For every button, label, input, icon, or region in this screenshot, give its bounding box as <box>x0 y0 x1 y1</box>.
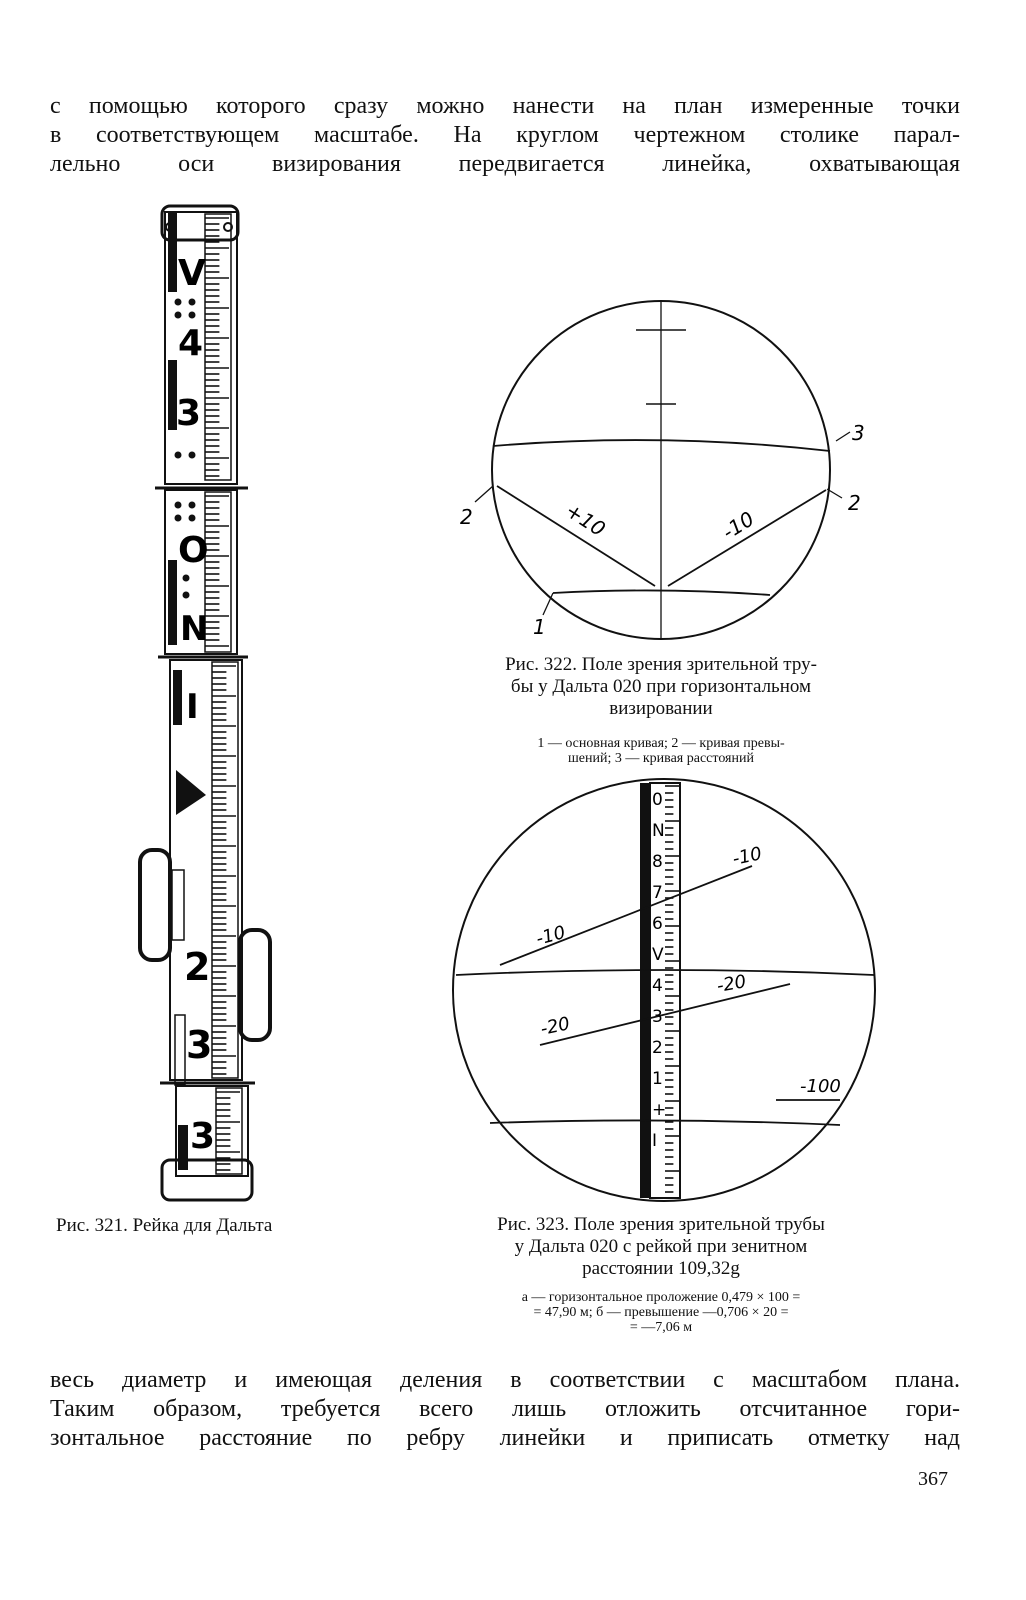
rod-label: 3 <box>190 1116 216 1157</box>
label-minus10-top: -10 <box>730 843 764 870</box>
fig321-caption: Рис. 321. Рейка для Дальта <box>56 1215 273 1236</box>
label-minus20-right: -20 <box>715 971 748 997</box>
rod-digit: 4 <box>652 976 663 996</box>
rod-digit: 6 <box>652 914 663 934</box>
rod-label: O <box>178 530 209 571</box>
legend-line: шений; 3 — кривая расстояний <box>568 751 754 766</box>
rod-digit: 7 <box>652 883 663 903</box>
caption-line: Рис. 323. Поле зрения зрительной трубы <box>497 1214 825 1235</box>
text-line: лельно оси визирования передвигается линейка, охватывающая <box>50 151 960 177</box>
fig323-field-of-view <box>453 779 875 1201</box>
caption-line: бы у Дальта 020 при горизонтальном <box>510 676 812 697</box>
fig323-rod-ticks <box>665 786 679 1192</box>
rod-digit: 2 <box>652 1038 663 1058</box>
caption-line: расстоянии 109,32g <box>582 1258 740 1279</box>
text-line: зонтальное расстояние по ребру линейки и приписать отметку над <box>50 1425 960 1451</box>
rod-label: N <box>180 609 209 649</box>
label-minus100: -100 <box>800 1076 841 1097</box>
rod-digit: + <box>652 1100 667 1120</box>
fig322-legend <box>430 736 892 766</box>
caption-line: визировании <box>609 698 713 719</box>
rod-label: 3 <box>176 393 202 434</box>
label-minus10: -10 <box>717 506 759 545</box>
legend-line: = —7,06 м <box>629 1320 693 1335</box>
text-line: Таким образом, требуется всего лишь отложить отсчитанное гори- <box>50 1396 960 1422</box>
text-line: в соответствующем масштабе. На круглом чертежном столике парал- <box>50 122 960 148</box>
rod-digit: 0 <box>652 790 663 810</box>
legend-line: 1 — основная кривая; 2 — кривая превы- <box>537 736 785 751</box>
label-curve-2-left: 2 <box>460 505 473 529</box>
fig322-caption <box>430 654 892 720</box>
caption-line: Рис. 322. Поле зрения зрительной тру- <box>505 654 817 675</box>
caption-line: у Дальта 020 с рейкой при зенитном <box>514 1236 808 1257</box>
legend-line: а — горизонтальное проложение 0,479 × 100 = <box>521 1290 801 1305</box>
bottom-paragraph <box>50 1366 960 1453</box>
text-line: весь диаметр и имеющая деления в соответствии с масштабом плана. <box>50 1367 960 1393</box>
rod-digit: 3 <box>652 1007 663 1027</box>
rod-digit: 8 <box>652 852 663 872</box>
rod-digit: 1 <box>652 1069 663 1089</box>
label-minus20-left: -20 <box>538 1013 572 1040</box>
rod-label: V <box>178 253 206 294</box>
rod-label: I <box>186 687 199 727</box>
rod-digit: I <box>652 1131 658 1151</box>
fig322-field-of-view <box>475 301 850 639</box>
fig323-legend <box>430 1290 892 1335</box>
label-curve-3: 3 <box>852 421 865 445</box>
label-minus10-left: -10 <box>533 921 568 950</box>
rod-label: 2 <box>184 945 211 989</box>
rod-label: 4 <box>178 323 204 364</box>
label-plus10: +10 <box>561 498 610 542</box>
legend-line: = 47,90 м; б — превышение —0,706 × 20 = <box>533 1305 789 1320</box>
label-curve-2-right: 2 <box>848 491 861 515</box>
page-number: 367 <box>918 1468 948 1490</box>
fig323-caption <box>430 1214 892 1280</box>
text-line: с помощью которого сразу можно нанести на план измеренные точки <box>50 93 960 119</box>
rod-digit: N <box>652 821 665 841</box>
rod-label: 3 <box>186 1023 213 1067</box>
rod-digit: V <box>652 945 664 965</box>
label-curve-1: 1 <box>533 615 546 639</box>
